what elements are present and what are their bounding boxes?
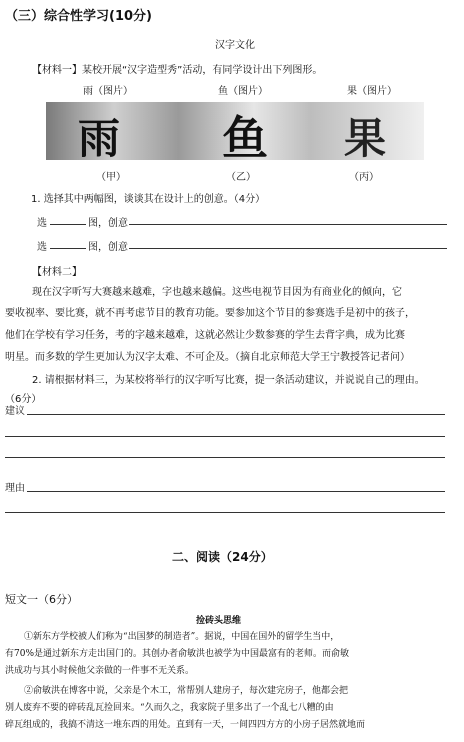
character-design-image xyxy=(46,102,424,160)
subtitle: 汉字文化 xyxy=(215,40,255,51)
figure-marker-1: （甲） xyxy=(96,172,126,183)
material-two-heading: 【材料二】 xyxy=(32,267,82,278)
q1-row1-answer-blank[interactable] xyxy=(129,224,447,225)
figure-label-1: 雨（图片） xyxy=(83,86,133,97)
glyph-yu-rain: 雨 xyxy=(78,114,121,160)
suggestion-line-3[interactable] xyxy=(5,457,445,458)
glyph-yu-fish: 鱼 xyxy=(222,111,268,160)
short-article-title: 短文一（6分） xyxy=(5,593,78,606)
glyph-guo-fruit: 果 xyxy=(344,114,387,160)
q1-row1-figure-blank[interactable] xyxy=(50,224,86,225)
question-2: 2. 请根据材料三，为某校将举行的汉字听写比赛，提一条活动建议，并说说自己的理由。 xyxy=(32,375,425,386)
suggestion-line-2[interactable] xyxy=(5,436,445,437)
reason-line-1[interactable] xyxy=(27,491,445,492)
figure-marker-3: （丙） xyxy=(349,172,379,183)
q1-row1-mid: 图，创意 xyxy=(88,218,128,229)
article-heading: 捡砖头思维 xyxy=(196,616,242,626)
article-line-2: 有70%是通过新东方走出国门的。其创办者俞敏洪也被学为中国最富有的老师。而俞敏 xyxy=(5,649,350,659)
q1-row2-mid: 图，创意 xyxy=(88,242,128,253)
suggestion-line-1[interactable] xyxy=(27,414,445,415)
reason-label: 理由 xyxy=(5,483,25,494)
q1-row2-prefix: 选 xyxy=(37,242,47,253)
material-two-line-3: 他们在学校有学习任务，考的字越来越难，这就必然让少数参赛的学生去背字典，成为比赛 xyxy=(5,330,405,341)
material-two-line-4: 明星。而多数的学生更加认为汉字太难、不可企及。（摘自北京师范大学王宁教授答记者问） xyxy=(5,352,410,363)
article-line-6: 碎瓦组成的，我搞不清这一堆东西的用处。直到有一天，一间四四方方的小房子居然就地而 xyxy=(5,720,366,730)
article-line-3: 洪成功与其小时候他父亲做的一件事不无关系。 xyxy=(5,666,195,676)
question-1: 1. 选择其中两幅图，谈谈其在设计上的创意。（4分） xyxy=(31,194,266,205)
article-line-1: ①新东方学校被人们称为“出国梦的制造者”。据说，中国在国外的留学生当中， xyxy=(24,632,340,642)
q1-row2-answer-blank[interactable] xyxy=(129,248,447,249)
q1-row2-figure-blank[interactable] xyxy=(50,248,86,249)
figure-label-2: 鱼（图片） xyxy=(218,86,268,97)
question-2-score: （6分） xyxy=(5,394,42,405)
figure-marker-2: （乙） xyxy=(226,172,256,183)
material-two-line-1: 现在汉字听写大赛越来越难，字也越来越偏。这些电视节目因为有商业化的倾向，它 xyxy=(32,287,402,298)
article-line-5: 别人废弃不要的碎砖乱瓦捡回来。“久而久之，我家院子里多出了一个乱七八糟的由 xyxy=(5,703,334,713)
figure-label-3: 果（图片） xyxy=(347,86,397,97)
section-title: （三）综合性学习(10分) xyxy=(5,9,152,24)
article-line-4: ②俞敏洪在博客中说，父亲是个木工，常帮别人建房子，每次建完房子，他都会把 xyxy=(24,686,349,696)
reason-line-2[interactable] xyxy=(5,512,445,513)
material-two-line-2: 要收视率、要比赛，就不再考虑节目的教育功能。要参加这个节目的参赛选手是初中的孩子， xyxy=(5,308,415,319)
q1-row1-prefix: 选 xyxy=(37,218,47,229)
material-one: 【材料一】某校开展“汉字造型秀”活动，有同学设计出下列图形。 xyxy=(32,65,323,76)
suggestion-label: 建议 xyxy=(5,406,25,417)
reading-section-title: 二、阅读（24分） xyxy=(172,550,273,564)
